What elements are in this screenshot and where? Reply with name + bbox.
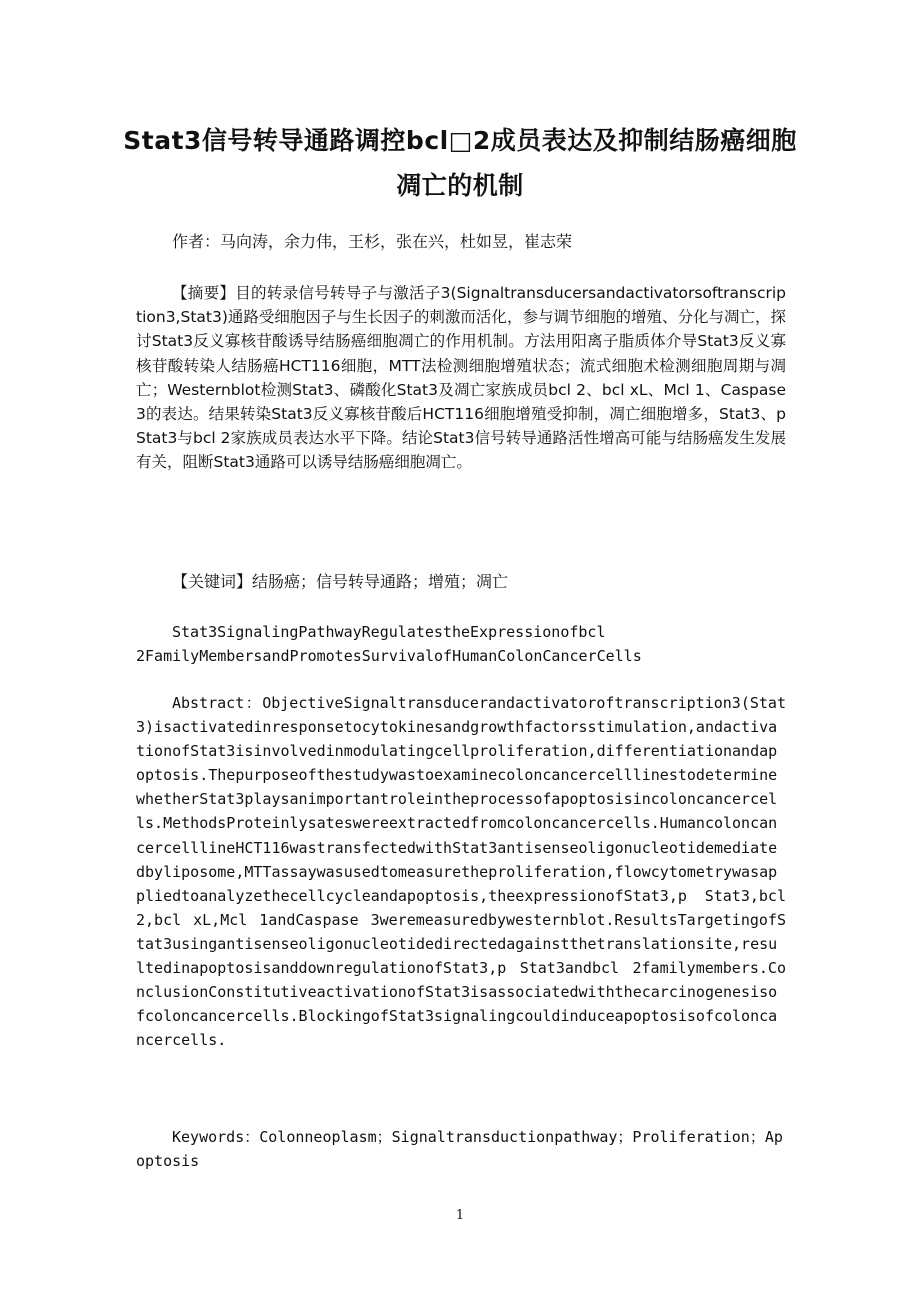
english-title-line-2: 2FamilyMembersandPromotesSurvivalofHumanColonCancerCells <box>136 647 642 665</box>
english-abstract-label: Abstract <box>172 694 245 712</box>
document-title: Stat3信号转导通路调控bcl□2成员表达及抑制结肠癌细胞凋亡的机制 <box>123 126 797 200</box>
english-abstract-separator: ： <box>244 694 263 712</box>
authors-line: 作者：马向涛，余力伟，王杉，张在兴，杜如昱，崔志荣 <box>172 232 573 251</box>
chinese-abstract-text: 【摘要】目的转录信号转导子与激活子3(Signaltransducersandactivatorsoftranscription3,Stat3)通路受细胞因子与生长因子的刺激而活化，参与调节细胞的增殖、分化与凋亡，探讨Stat3反义寡核苷酸诱导结肠癌细胞凋亡的作用机制。方法用阳离子脂质体介导Stat3反义寡核苷酸转染人结肠癌HCT116细胞，MTT法检测细胞增殖状态；流式细胞术检测细胞周期与凋亡；Westernblot检测Stat3、磷酸化Stat3及凋亡家族成员bcl 2、bcl xL、Mcl 1、Caspase 3的表达。结果转染Stat3反义寡核苷酸后HCT116细胞增殖受抑制，凋亡细胞增多，Stat3、p Stat3与bcl 2家族成员表达水平下降。结论Stat3信号转导通路活性增高可能与结肠癌发生发展有关，阻断Stat3通路可以诱导结肠癌细胞凋亡。 <box>136 284 786 472</box>
english-abstract <box>136 691 786 1052</box>
english-title-line-1: Stat3SignalingPathwayRegulatestheExpressionofbcl <box>172 623 606 641</box>
english-abstract-body: ObjectiveSignaltransducerandactivatoroftranscription3(Stat3)isactivatedinresponsetocytokinesandgrowthfactorsstimulation,andactivationofStat3isinvolvedinmodulatingcellproliferation,differentiationandapoptosis.ThepurposeofthestudywastoexaminecoloncancercelllinestodeterminewhetherStat3playsanimportantroleintheprocessofapoptosisincoloncancercells.MethodsProteinlysateswereextractedfromcoloncancercells.HumancoloncancercelllineHCT116wastransfectedwithStat3antisenseoligonucleotidemediatedbyliposome,MTTassaywasusedtomeasuretheproliferation,flowcytometrywasappliedtoanalyzethecellcycleandapoptosis,theexpressionofStat3,p Stat3,bcl 2,bcl xL,Mcl 1andCaspase 3weremeasuredbywesternblot.ResultsTargetingofStat3usingantisenseoligonucleotidedirectedagainstthetranslationsite,resultedinapoptosisanddownregulationofStat3,p Stat3andbcl 2familymembers.ConclusionConstitutiveactivationofStat3isassociatedwiththecarcinogenesisofcoloncancercells.BlockingofStat3signalingcouldinduceapoptosisofcoloncancercells. <box>136 694 786 1050</box>
chinese-abstract <box>136 281 786 475</box>
chinese-keywords: 【关键词】结肠癌；信号转导通路；增殖；凋亡 <box>172 572 509 591</box>
english-title <box>136 620 786 668</box>
english-keywords: Keywords：Colonneoplasm；Signaltransductionpathway；Proliferation；Apoptosis <box>136 1128 783 1170</box>
page-number: 1 <box>455 1208 465 1223</box>
